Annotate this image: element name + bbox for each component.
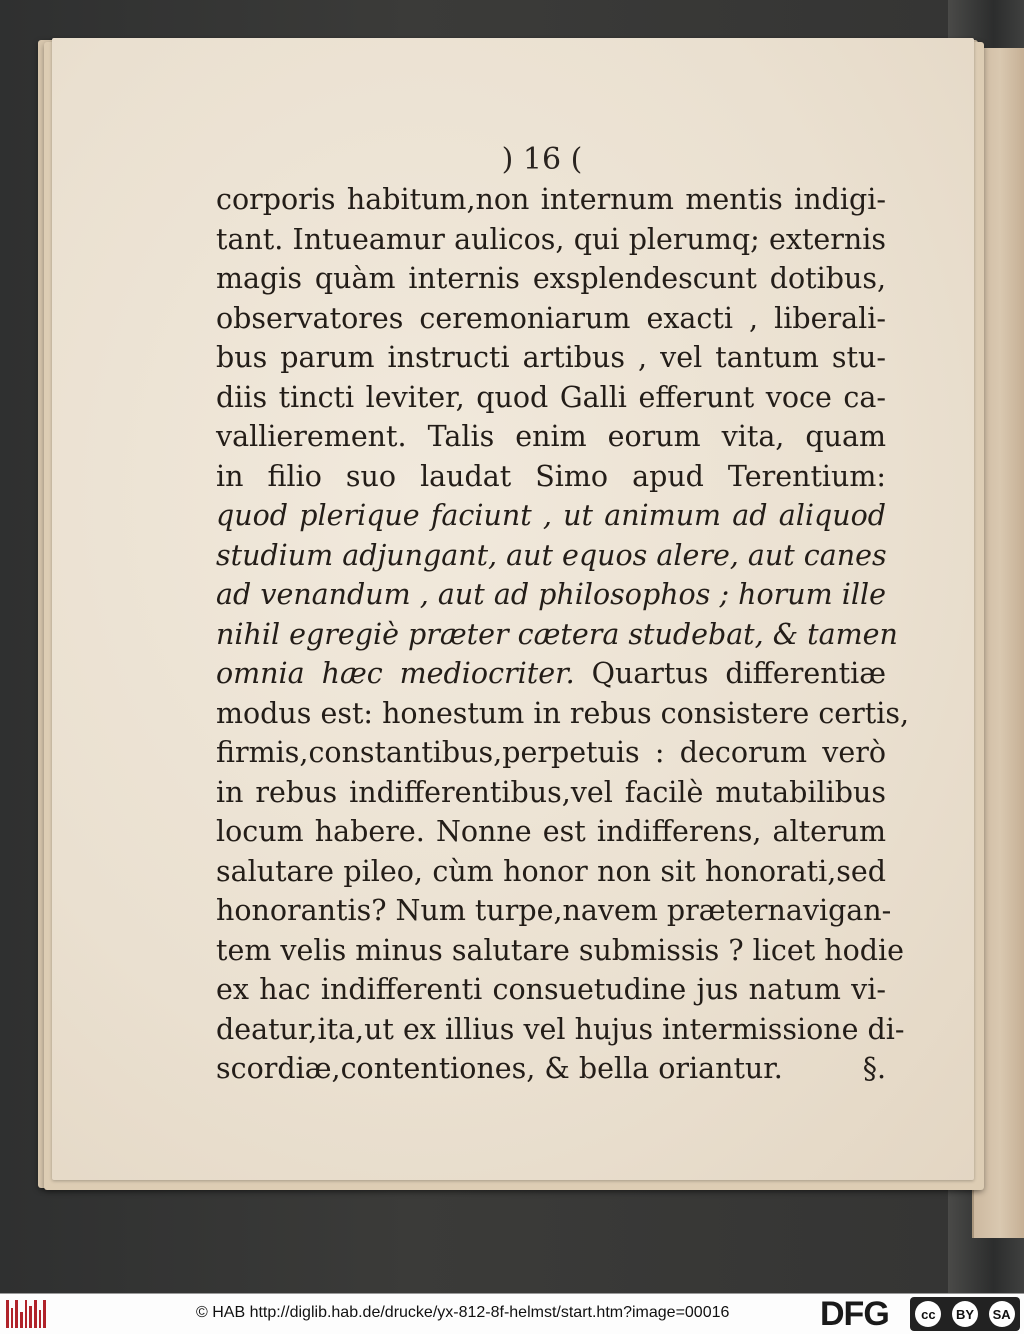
page-number: ) 16 ( (501, 142, 583, 177)
last-line (216, 1049, 886, 1089)
italic-text: omnia hæc mediocriter. (216, 657, 575, 690)
text-line: in filio suo laudat Simo apud Terentium: (216, 459, 886, 493)
citation-link[interactable]: © HAB http://diglib.hab.de/drucke/yx-812-8f-helmst/start.htm?image=00016 (196, 1304, 730, 1321)
text-line: locum habere. Nonne est indifferens, alterum (216, 815, 886, 848)
text-line: ex hac indifferenti consuetudine jus natum vi- (216, 973, 886, 1006)
cc-license-badge[interactable] (910, 1297, 1020, 1331)
text-line: salutare pileo, cùm honor non sit honorati,sed (216, 854, 886, 888)
text-block (216, 180, 910, 1089)
by-icon: BY (952, 1301, 978, 1327)
text-line: bus parum instructi artibus , vel tantum stu- (216, 341, 886, 374)
catchword: §. (862, 1052, 886, 1085)
text-line: vallierement. Talis enim eorum vita, quam (216, 420, 886, 453)
italic-line (216, 575, 886, 615)
text-line: diis tincti leviter, quod Galli efferunt voce ca- (216, 380, 886, 414)
footer-bar (0, 1293, 1024, 1334)
dfg-logo: DFG (820, 1295, 889, 1333)
text-line: magis quàm internis exsplendescunt dotibus, (216, 262, 886, 295)
sa-icon: SA (989, 1301, 1015, 1327)
italic-line (216, 615, 898, 655)
text-line: honorantis? Num turpe,navem præternavigan- (216, 894, 892, 927)
hab-barcode-icon (6, 1300, 46, 1328)
text-line: firmis,constantibus,perpetuis : decorum verò (216, 736, 886, 769)
italic-text: quod plerique faciunt , ut animum ad aliquod (216, 499, 886, 532)
last-line-text: scordiæ,contentiones, & bella oriantur. (216, 1052, 783, 1085)
text-line: corporis habitum,non internum mentis indigi- (216, 183, 886, 216)
text-line: modus est: honestum in rebus consistere certis, (216, 696, 910, 730)
roman-text: Quartus differentiæ (574, 657, 886, 690)
book-page (52, 38, 974, 1180)
text-line: tant. Intueamur aulicos, qui plerumq; externis (216, 222, 886, 256)
text-line: deatur,ita,ut ex illius vel hujus intermissione di- (216, 1012, 905, 1046)
italic-text: ad venandum , aut ad philosophos ; horum ille (216, 578, 886, 611)
italic-text: nihil egregiè præter cætera studebat, & tamen (216, 617, 898, 651)
text-line: in rebus indifferentibus,vel facilè mutabilibus (216, 775, 886, 809)
italic-line (216, 496, 886, 536)
mixed-line (216, 654, 886, 694)
text-line: observatores ceremoniarum exacti , liberali- (216, 301, 886, 335)
italic-text: studium adjungant, aut equos alere, aut canes (216, 538, 887, 572)
text-line: tem velis minus salutare submissis ? licet hodie (216, 933, 904, 967)
italic-line (216, 536, 886, 576)
cc-icon: cc (915, 1301, 941, 1327)
